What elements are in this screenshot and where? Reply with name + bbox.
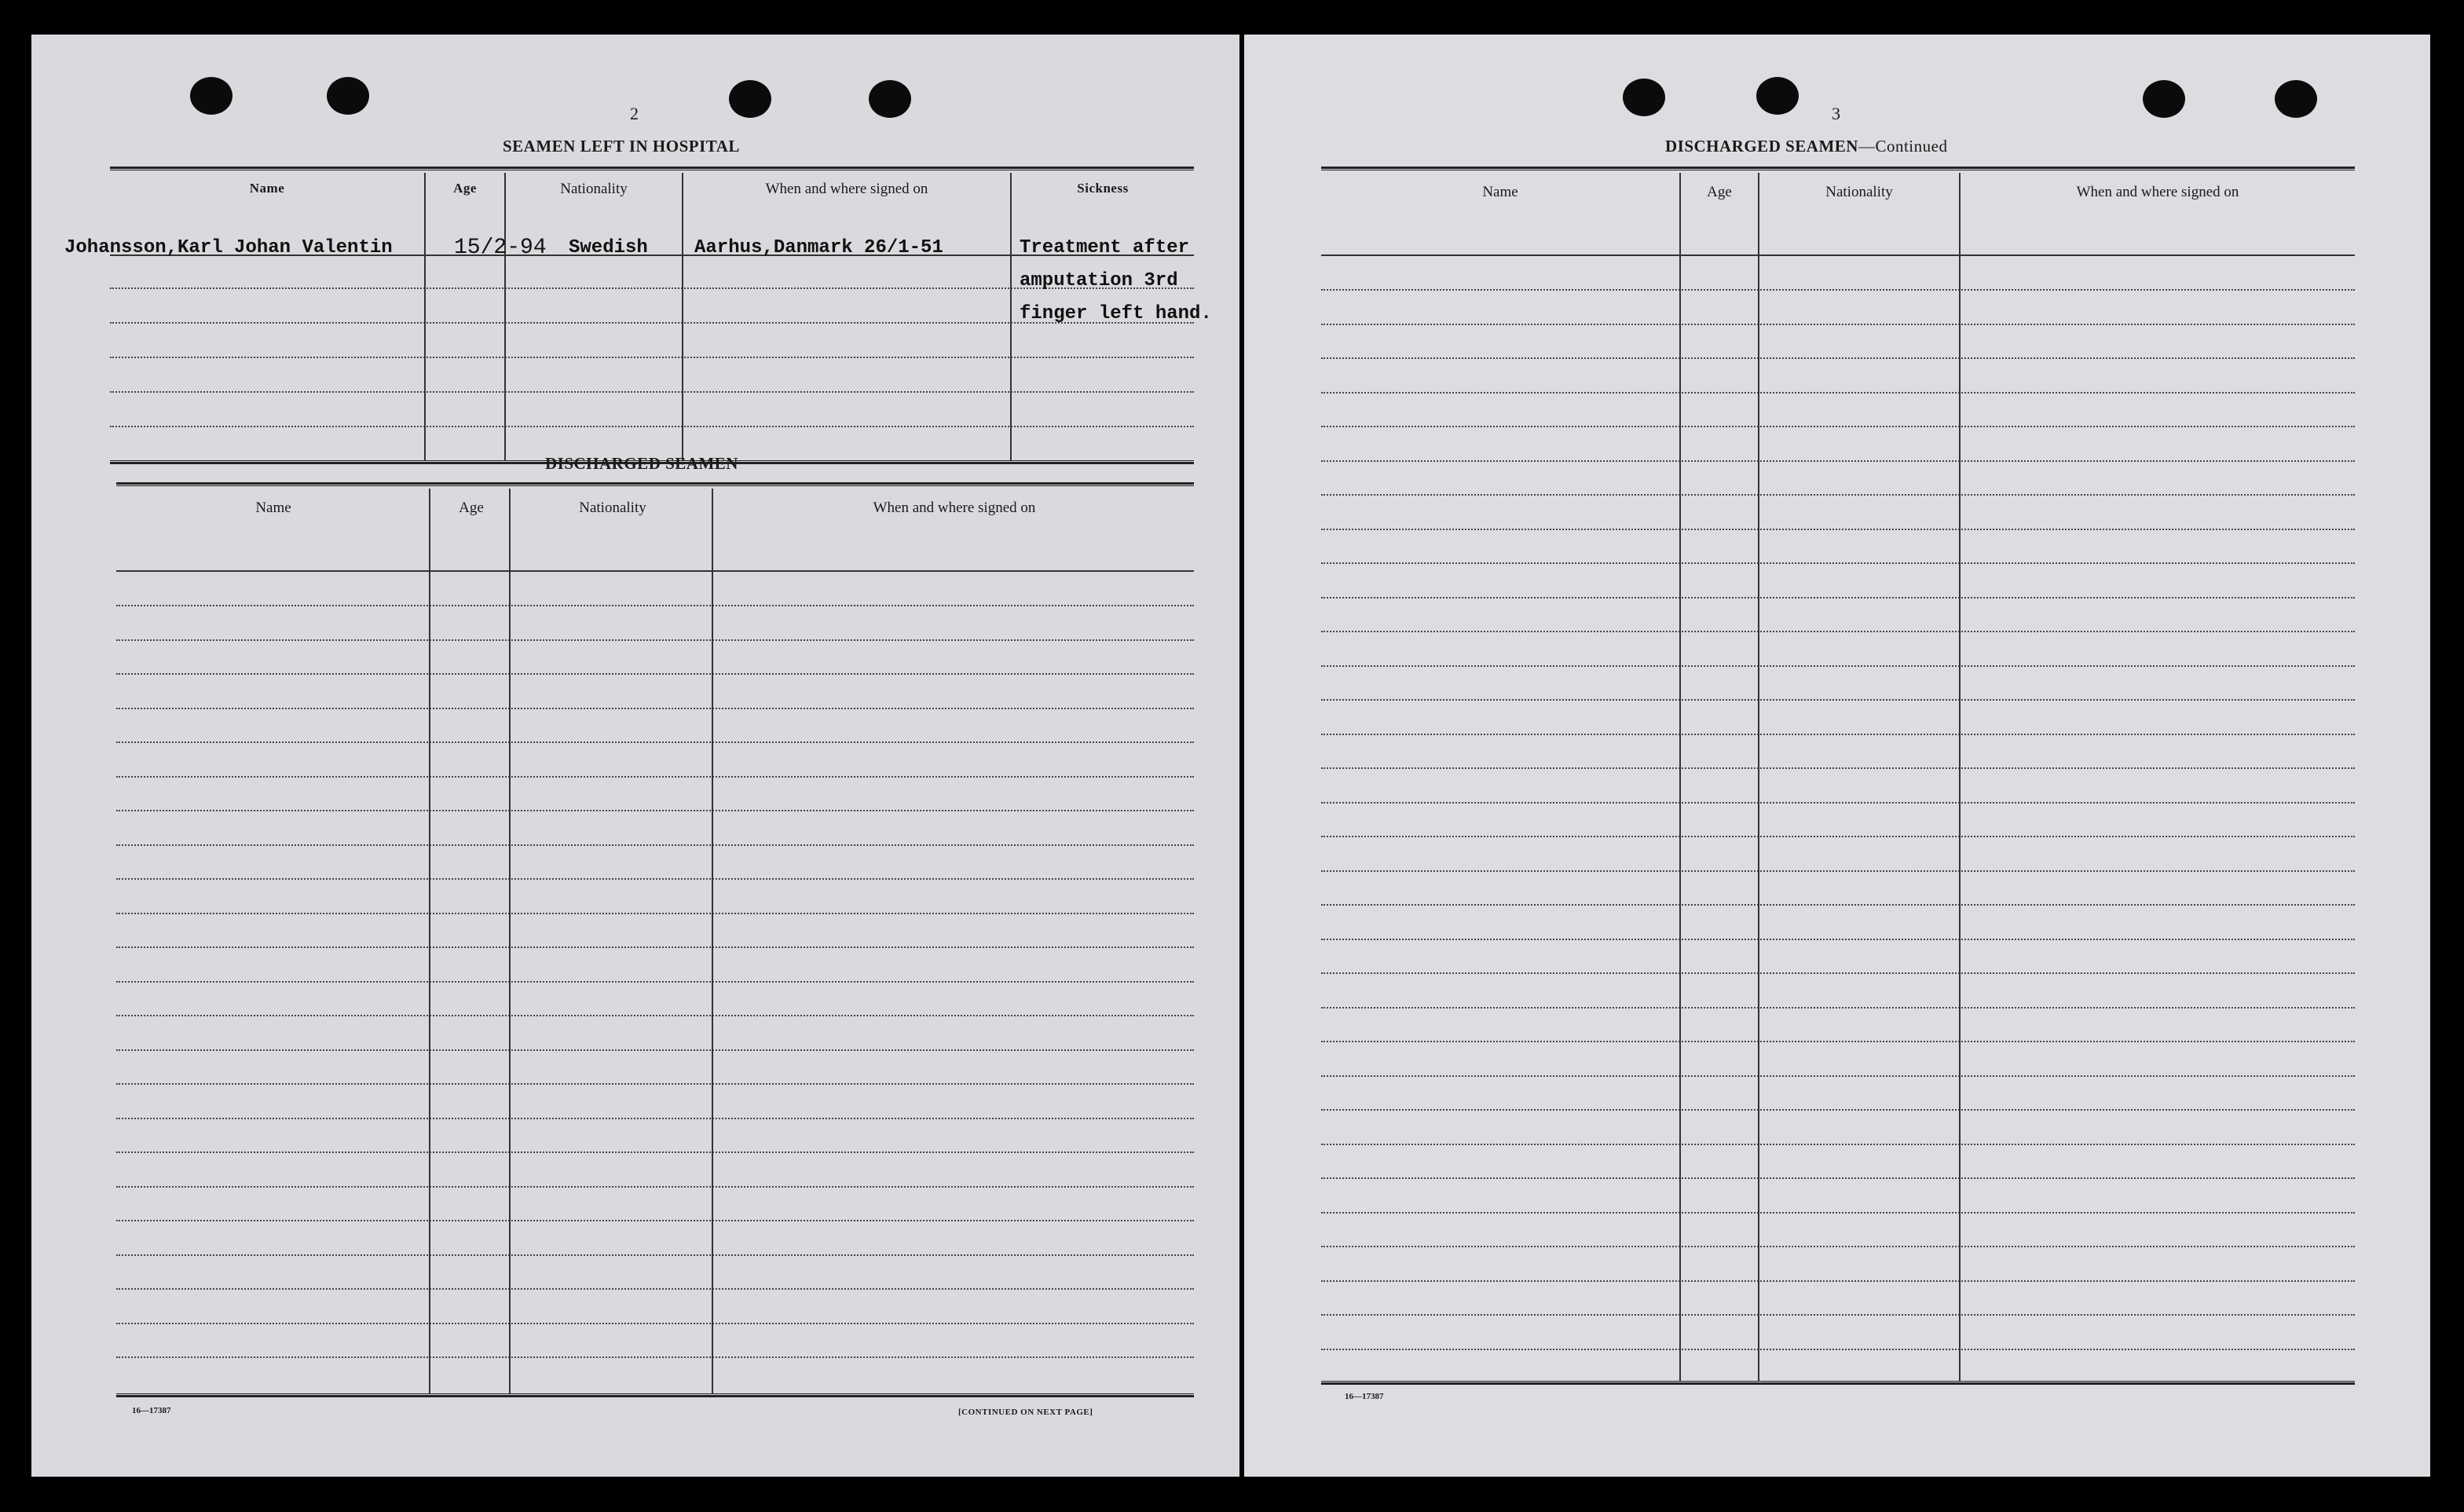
entry-name: Johansson,Karl Johan Valentin	[64, 237, 393, 258]
row-rule	[1321, 1349, 2355, 1350]
row-rule	[116, 946, 1194, 948]
form-code: 16—17387	[1345, 1392, 1384, 1401]
row-rule	[116, 673, 1194, 675]
row-rule	[1321, 836, 2355, 837]
entry-nationality: Swedish	[569, 237, 648, 258]
row-rule	[116, 913, 1194, 914]
discharged-table-right	[1321, 167, 2355, 1392]
entry-sickness-line: amputation 3rd	[1020, 270, 1178, 291]
row-rule	[1321, 699, 2355, 701]
table-bottom-rule	[116, 1393, 1194, 1397]
page-number: 3	[1832, 104, 1840, 123]
row-rule	[116, 741, 1194, 743]
row-rule	[1321, 562, 2355, 564]
row-rule	[1321, 1007, 2355, 1009]
hospital-col-age: Age	[453, 181, 477, 196]
row-rule	[116, 878, 1194, 880]
row-rule	[1321, 392, 2355, 394]
row-rule	[1321, 597, 2355, 599]
row-rule	[1321, 1314, 2355, 1316]
column-divider	[1010, 173, 1012, 460]
discharged-section-title: DISCHARGED SEAMEN	[545, 454, 738, 473]
row-rule	[1321, 460, 2355, 462]
row-rule	[1321, 1212, 2355, 1214]
right-col-name: Name	[1482, 184, 1518, 200]
entry-sickness-line: finger left hand.	[1020, 303, 1212, 324]
row-rule	[1321, 665, 2355, 667]
right-page	[1244, 35, 2430, 1477]
row-rule	[1321, 426, 2355, 427]
right-col-signed-on: When and where signed on	[2076, 184, 2239, 200]
hospital-col-name: Name	[249, 181, 285, 196]
discharged-col-name: Name	[255, 500, 291, 516]
column-divider	[424, 173, 426, 460]
column-divider	[1758, 173, 1759, 1381]
row-rule	[116, 1220, 1194, 1221]
row-rule	[1321, 1041, 2355, 1042]
table-bottom-rule	[1321, 1381, 2355, 1385]
column-divider	[682, 173, 683, 460]
row-rule	[1321, 529, 2355, 530]
form-code: 16—17387	[132, 1406, 171, 1415]
entry-signed-on: Aarhus,Danmark 26/1-51	[694, 237, 943, 258]
table-top-rule	[116, 482, 1194, 486]
row-rule	[1321, 357, 2355, 359]
table-top-rule	[1321, 167, 2355, 170]
entry-age: 15/2-94	[454, 236, 547, 260]
hospital-section-title: SEAMEN LEFT IN HOSPITAL	[503, 137, 740, 156]
row-rule	[1321, 1075, 2355, 1077]
row-rule	[1321, 767, 2355, 769]
row-rule	[116, 708, 1194, 709]
row-rule	[1321, 1280, 2355, 1282]
row-rule	[110, 357, 1194, 358]
row-rule	[116, 1186, 1194, 1188]
column-divider	[429, 489, 430, 1393]
row-rule	[116, 776, 1194, 778]
table-top-rule	[110, 167, 1194, 170]
row-rule	[116, 810, 1194, 811]
row-rule	[1321, 1246, 2355, 1247]
discharged-table-left	[116, 482, 1194, 1403]
discharged-col-signed-on: When and where signed on	[873, 500, 1036, 516]
row-rule	[1321, 972, 2355, 974]
row-rule	[116, 844, 1194, 846]
right-col-nationality: Nationality	[1825, 184, 1893, 200]
column-divider	[509, 489, 511, 1393]
row-rule	[1321, 631, 2355, 632]
row-rule	[1321, 904, 2355, 906]
row-rule	[1321, 734, 2355, 735]
row-rule	[116, 1288, 1194, 1290]
row-rule	[1321, 802, 2355, 804]
row-rule	[116, 1083, 1194, 1085]
row-rule	[110, 426, 1194, 427]
punch-hole	[327, 77, 369, 115]
row-rule	[116, 1323, 1194, 1324]
row-rule	[116, 981, 1194, 983]
row-rule	[1321, 494, 2355, 496]
discharged-col-age: Age	[459, 500, 484, 516]
right-col-age: Age	[1707, 184, 1732, 200]
right-section-title	[1665, 137, 1947, 156]
discharged-col-nationality: Nationality	[579, 500, 646, 516]
row-rule	[1321, 870, 2355, 872]
punch-hole	[2143, 80, 2185, 118]
column-divider	[1679, 173, 1681, 1381]
punch-hole	[1756, 77, 1799, 115]
punch-hole	[869, 80, 911, 118]
row-rule	[1321, 289, 2355, 291]
row-rule	[1321, 1109, 2355, 1111]
row-rule	[116, 1015, 1194, 1016]
row-rule	[116, 1151, 1194, 1153]
row-rule	[116, 1254, 1194, 1256]
punch-hole	[729, 80, 771, 118]
punch-hole	[190, 77, 232, 115]
title-continued: —Continued	[1858, 137, 1948, 156]
punch-hole	[1623, 79, 1665, 116]
header-rule	[1321, 254, 2355, 256]
row-rule	[1321, 1144, 2355, 1145]
continued-note: [CONTINUED ON NEXT PAGE]	[958, 1408, 1093, 1417]
page-number: 2	[630, 104, 639, 123]
row-rule	[1321, 939, 2355, 940]
row-rule	[116, 605, 1194, 606]
title-main: DISCHARGED SEAMEN	[1665, 137, 1858, 156]
header-rule	[116, 570, 1194, 572]
row-rule	[110, 391, 1194, 393]
row-rule	[116, 639, 1194, 641]
hospital-col-sickness: Sickness	[1077, 181, 1129, 196]
row-rule	[116, 1118, 1194, 1119]
hospital-col-signed-on: When and where signed on	[765, 181, 928, 197]
row-rule	[1321, 324, 2355, 325]
entry-sickness-line: Treatment after	[1020, 237, 1190, 258]
row-rule	[116, 1049, 1194, 1051]
column-divider	[712, 489, 713, 1393]
column-divider	[504, 173, 506, 460]
column-divider	[1959, 173, 1961, 1381]
left-page	[31, 35, 1239, 1477]
row-rule	[1321, 1177, 2355, 1179]
hospital-col-nationality: Nationality	[560, 181, 628, 197]
row-rule	[116, 1356, 1194, 1358]
punch-hole	[2275, 80, 2317, 118]
